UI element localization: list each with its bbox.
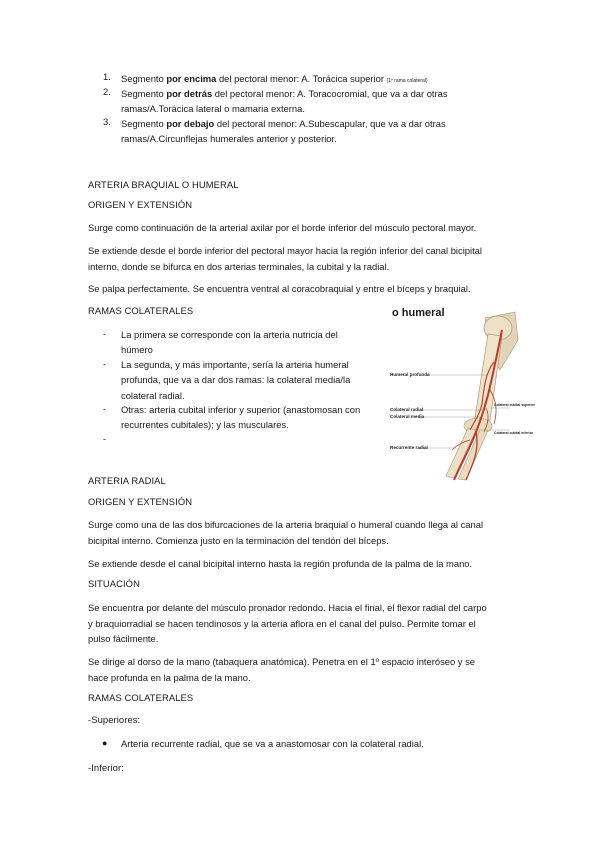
section-title: ARTERIA RADIAL bbox=[88, 475, 166, 486]
paragraph: Se extiende desde el borde inferior del pectoral mayor hacia la región inferior del canal bicipital interno, donde se bifurca en dos arterias terminales, la cubital y la radial. bbox=[88, 245, 482, 272]
paragraph: -Superiores: bbox=[88, 714, 141, 725]
label-colateral-cubital-inferior: Colateral cubital inferior bbox=[494, 431, 534, 435]
subsection-heading: SITUACIÓN bbox=[88, 578, 140, 589]
paragraph: Se encuentra por delante del músculo pronador redondo. Hacia el final, el flexor radial del carpo y braquiorradial se hacen tendinosos y la arteria aflora en el canal del pulso. Permite tomar el pulso fácilmente. bbox=[88, 602, 487, 644]
paragraph: Se dirige al dorso de la mano (tabaquera anatómica). Penetra en el 1º espacio interóseo y se hace profunda en la palma de la mano. bbox=[88, 656, 475, 683]
list-dash: - bbox=[103, 328, 107, 339]
bullet-icon: ● bbox=[102, 738, 108, 748]
paragraph: -Inferior: bbox=[88, 762, 124, 773]
paragraph: Surge como continuación de la arterial axilar por el borde inferior del músculo pectoral mayor. bbox=[88, 222, 477, 233]
list-item: Segmento por debajo del pectoral menor: A.Subescapular, que va a dar otras ramas/A.Circunflejas humerales anterior y posterior. bbox=[121, 118, 446, 144]
list-item: Arteria recurrente radial, que se va a anastomosar con la colateral radial. bbox=[121, 738, 424, 749]
list-item: Segmento por encima del pectoral menor: A. Torácica superior (1º rama colateral) bbox=[121, 73, 428, 84]
list-item: Otras: arteria cubital inferior y superior (anastomosan con recurrentes cubitales); y las musculares. bbox=[121, 404, 361, 431]
label-recurrente-radial: Recurrente radial bbox=[390, 445, 428, 450]
section-title: ARTERIA BRAQUIAL O HUMERAL bbox=[88, 179, 239, 190]
subsection-heading: ORIGEN Y EXTENSIÓN bbox=[88, 199, 193, 210]
paragraph: Se extiende desde el canal bicipital interno hasta la región profunda de la palma de la mano. bbox=[88, 558, 473, 569]
label-colateral-media: Colateral media bbox=[390, 414, 425, 419]
list-item: La primera se corresponde con la arteria nutricia del húmero bbox=[121, 329, 338, 356]
list-item: La segunda, y más importante, sería la arteria humeral profunda, que va a dar dos ramas: la colateral media/la colateral radial. bbox=[121, 359, 351, 401]
subsection-heading: RAMAS COLATERALES bbox=[88, 692, 194, 703]
paragraph: Surge como una de las dos bifurcaciones de la arteria braquial o humeral cuando llega al canal bicipital interno. Comienza justo en la terminación del tendón del bíceps. bbox=[88, 519, 484, 546]
subsection-heading: ORIGEN Y EXTENSIÓN bbox=[88, 496, 193, 507]
figure-title: o humeral bbox=[392, 307, 445, 319]
list-number: 2. bbox=[103, 86, 111, 97]
list-item: Segmento por detrás del pectoral menor: A. Toracocromial, que va a dar otras ramas/A.Torácica lateral o mamaria externa. bbox=[121, 88, 448, 114]
list-dash: - bbox=[103, 358, 107, 369]
paragraph: Se palpa perfectamente. Se encuentra ventral al coracobraquial y entre el bíceps y braquial. bbox=[88, 283, 471, 294]
list-number: 1. bbox=[103, 71, 111, 82]
list-dash: - bbox=[103, 403, 107, 414]
subsection-heading: RAMAS COLATERALES bbox=[88, 305, 194, 316]
label-humeral-profunda: Humeral profunda bbox=[390, 372, 430, 377]
list-number: 3. bbox=[103, 116, 111, 127]
arm-artery-illustration bbox=[390, 300, 535, 484]
label-colateral-cubital-superior: Colateral cubital superior bbox=[494, 403, 535, 407]
label-colateral-radial: Colateral radial bbox=[390, 407, 424, 412]
list-dash: - bbox=[103, 433, 107, 444]
